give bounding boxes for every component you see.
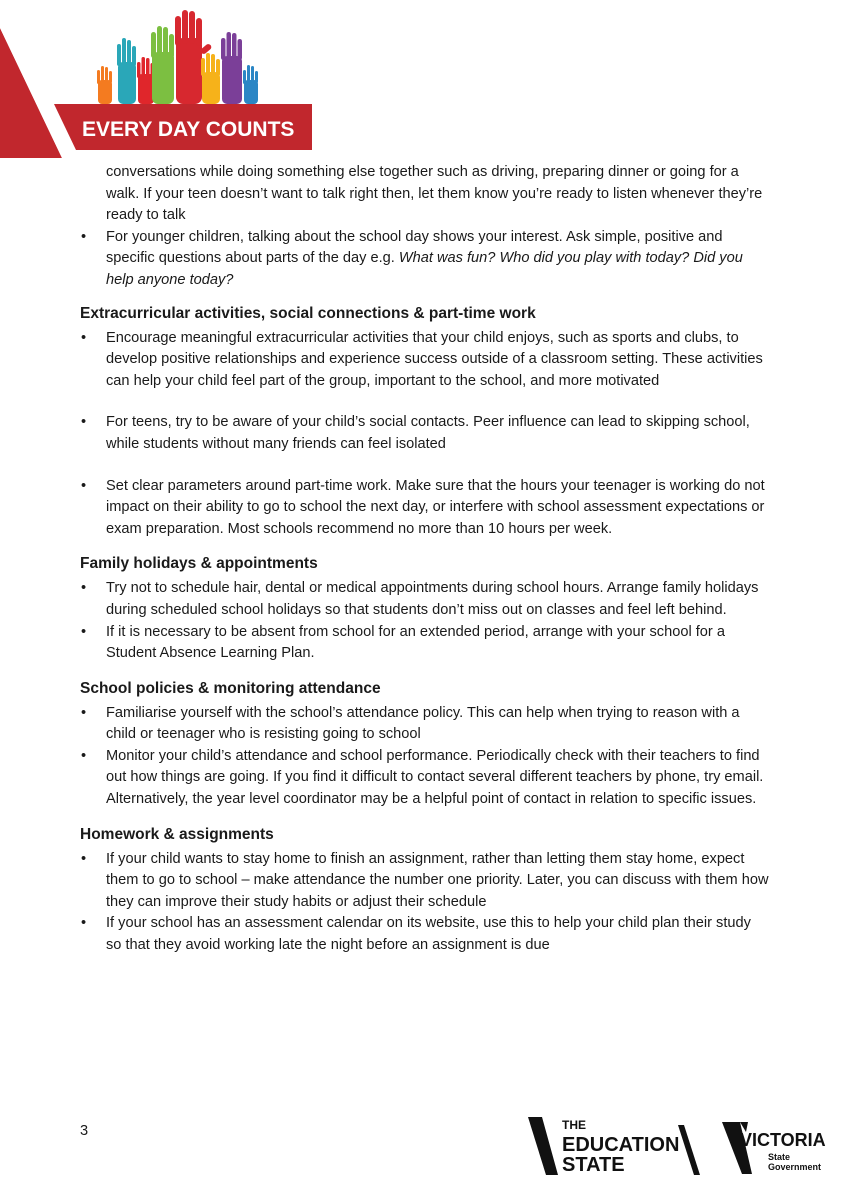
document-body — [80, 162, 770, 957]
vic-name: VICTORIA — [740, 1130, 826, 1150]
list-item: • If your school has an assessment calendar on its website, use this to help your child plan their study so that they avoid working late the night before an assignment is due — [81, 915, 751, 954]
example-questions: What was fun? Who did you play with today? Did you help anyone today? — [106, 250, 743, 288]
page-number: 3 — [80, 1123, 89, 1139]
logo-text: EVERY DAY COUNTS — [82, 118, 295, 141]
edu-line-2: EDUCATION — [562, 1134, 680, 1156]
bullet-icon: • — [81, 414, 87, 431]
extracurricular-list — [80, 328, 770, 541]
intro-list — [80, 227, 770, 292]
bullet-icon: • — [81, 580, 87, 597]
section-heading-homework: Homework & assignments — [80, 825, 274, 843]
section-heading-policies: School policies & monitoring attendance — [80, 679, 381, 697]
section-heading-extracurricular: Extracurricular activities, social connections & part-time work — [80, 304, 536, 322]
list-item: • Encourage meaningful extracurricular activities that your child enjoys, such as sports and clubs, to develop positive relationships and experience success outside of a classroom setting. These activities can help your child feel part of the group, important to the school, and more motivated — [81, 329, 763, 389]
bullet-icon: • — [81, 623, 87, 640]
list-item: • For teens, try to be aware of your child’s social contacts. Peer influence can lead to skipping school, while students without many friends can feel isolated — [81, 414, 750, 452]
bullet-icon: • — [81, 747, 87, 764]
vic-sub-1: State — [768, 1152, 791, 1162]
bullet-icon: • — [81, 477, 87, 494]
hands-icon — [97, 10, 258, 104]
list-item: • Familiarise yourself with the school’s attendance policy. This can help when trying to reason with a child or teenager who is resisting going to school — [81, 704, 740, 743]
victoria-government-logo — [722, 1118, 832, 1178]
education-state-logo — [528, 1115, 708, 1179]
holidays-list — [80, 578, 770, 664]
every-day-counts-logo — [0, 0, 320, 158]
list-item: • Monitor your child’s attendance and school performance. Periodically check with their teachers to find out how things are going. If you find it difficult to contact several different teachers by phone, try email. Alternatively, the year level coordinator may be a helpful point of contact in relation to specific issues. — [81, 747, 764, 808]
list-item: • For younger children, talking about the school day shows your interest. Ask simple, positive and specific questions about parts of the day e.g. What was fun? Who did you play with today? Did you help anyone today? — [81, 228, 743, 288]
list-item: • If it is necessary to be absent from school for an extended period, arrange with your school for a Student Absence Learning Plan. — [81, 623, 725, 662]
edu-line-1: THE — [562, 1118, 586, 1132]
list-item: • Set clear parameters around part-time work. Make sure that the hours your teenager is working do not impact on their ability to go to school the next day, or interfere with school assessment expectations or exam preparation. Most schools recommend no more than 10 hours per week. — [81, 477, 765, 537]
bullet-icon: • — [81, 329, 87, 346]
list-item: • Try not to schedule hair, dental or medical appointments during school hours. Arrange family holidays during scheduled school holidays so that students don’t miss out on classes and feel left behind. — [81, 580, 759, 618]
vic-sub-2: Government — [768, 1162, 822, 1172]
bullet-icon: • — [81, 228, 87, 245]
bullet-icon: • — [81, 915, 87, 932]
section-heading-holidays: Family holidays & appointments — [80, 555, 318, 573]
list-item: • If your child wants to stay home to finish an assignment, rather than letting them stay home, expect them to go to school – make attendance the number one priority. Later, you can discuss with them how they can improve their study habits or adjust their schedule — [81, 850, 769, 910]
edu-line-3: STATE — [562, 1154, 625, 1176]
continued-paragraph: conversations while doing something else together such as driving, preparing dinner or going for a walk. If your teen doesn’t want to talk right then, let them know you’re ready to listen whenever they’re ready to talk — [106, 164, 763, 224]
policies-list — [80, 703, 770, 811]
homework-list — [80, 849, 770, 957]
bullet-icon: • — [81, 704, 87, 721]
bullet-icon: • — [81, 850, 87, 867]
